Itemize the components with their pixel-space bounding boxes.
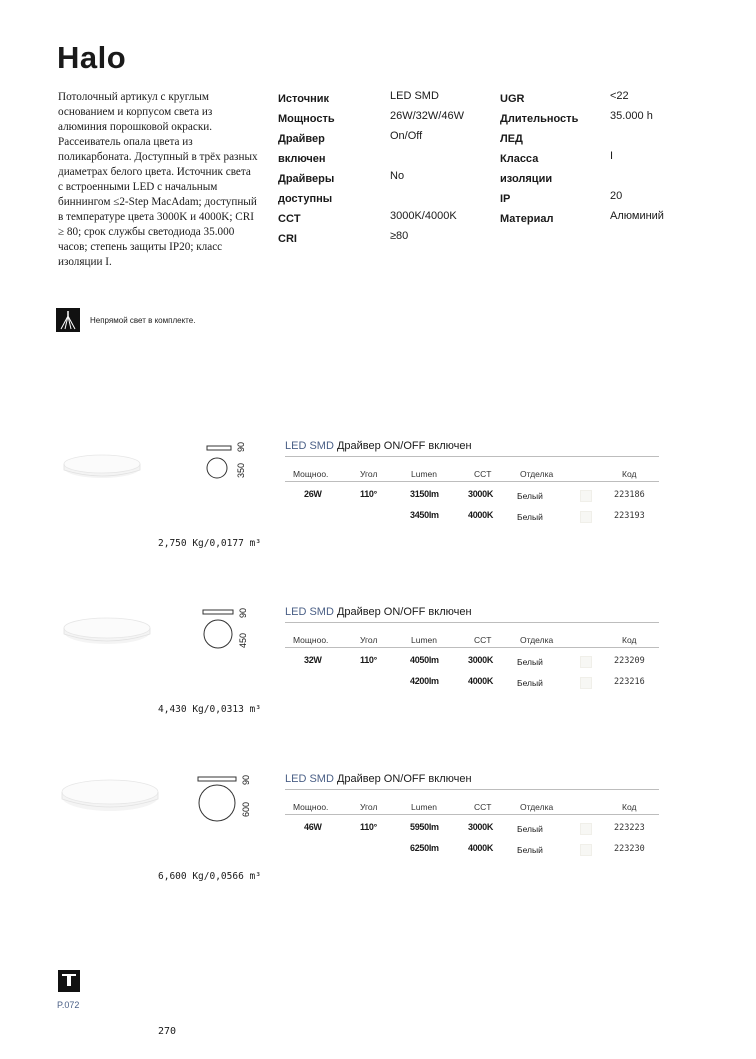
cell-power: 32W <box>304 655 322 665</box>
cell-code: 223193 <box>614 511 645 521</box>
product-photo <box>62 452 142 487</box>
spec-label: IP <box>500 193 511 205</box>
cell-cct: 4000K <box>468 676 494 686</box>
dimension-height: 90 <box>236 441 246 452</box>
spec-label: Класса <box>500 153 539 165</box>
spec-label: CCT <box>278 213 301 225</box>
spec-label: CRI <box>278 233 297 245</box>
spec-value: <22 <box>610 90 629 102</box>
spec-value: No <box>390 170 405 182</box>
spec-label: доступны <box>278 193 333 205</box>
divider <box>285 647 659 648</box>
cell-lumen: 5950lm <box>410 822 439 832</box>
product-photo <box>62 614 152 653</box>
cell-code: 223216 <box>614 677 645 687</box>
col-power: Мощноо. <box>293 469 329 479</box>
col-angle: Угол <box>360 635 378 645</box>
spec-value: ≥80 <box>390 230 409 242</box>
spec-value: On/Off <box>390 130 423 142</box>
spec-value: 3000K/4000K <box>390 210 457 222</box>
weight-volume: 6,600 Kg/0,0566 m³ <box>158 871 261 882</box>
driver-info: Драйвер ON/OFF включен <box>336 606 472 618</box>
divider <box>285 814 659 815</box>
finish-swatch <box>580 656 592 668</box>
cell-cct: 3000K <box>468 822 494 832</box>
dimension-height: 90 <box>238 607 248 618</box>
ceiling-mount-icon <box>58 970 80 992</box>
cell-angle: 110° <box>360 655 377 665</box>
cell-lumen: 4200lm <box>410 676 439 686</box>
spec-value: LED SMD <box>390 90 439 102</box>
spec-label: Драйверы <box>278 173 335 185</box>
cell-lumen: 4050lm <box>410 655 439 665</box>
specs-left <box>278 90 488 250</box>
product-description: Потолочный артикул с круглым основанием и корпусом света из алюминия порошковой окраски. Рассеиватель опала цвета из поликарбоната. Доступный в трёх разных диаметрах белого цвета. Источник света с встроенными LED с начальным биннингом ≤2-Step MacAdam; доступный в температуре цвета 3000K и 4000K; CRI ≥ 80; срок службы светодиода 35.000 часов; степень защиты IP20; класс изоляции I. <box>58 91 258 268</box>
cell-lumen: 3150lm <box>410 489 439 499</box>
cell-lumen: 6250lm <box>410 843 439 853</box>
spec-label: Источник <box>278 93 330 105</box>
led-type: LED SMD <box>285 773 334 785</box>
col-lumen: Lumen <box>411 802 437 812</box>
driver-info: Драйвер ON/OFF включен <box>336 773 472 785</box>
product-block <box>0 763 756 883</box>
top-view-drawing <box>205 456 229 485</box>
specs-right <box>500 90 690 230</box>
dimension-diameter: 350 <box>236 462 246 478</box>
col-angle: Угол <box>360 469 378 479</box>
spec-label: Драйвер <box>278 133 325 145</box>
finish-swatch <box>580 844 592 856</box>
col-power: Мощноо. <box>293 802 329 812</box>
cell-code: 223223 <box>614 823 645 833</box>
dimension-diameter: 450 <box>238 632 248 648</box>
cell-code: 223209 <box>614 656 645 666</box>
col-finish: Отделка <box>520 802 554 812</box>
spec-value: 35.000 h <box>610 110 653 122</box>
spec-label: Мощность <box>278 113 335 125</box>
finish-swatch <box>580 823 592 835</box>
spec-label: изоляции <box>500 173 553 185</box>
col-angle: Угол <box>360 802 378 812</box>
finish-swatch <box>580 490 592 502</box>
cell-cct: 4000K <box>468 510 494 520</box>
top-view-drawing <box>197 783 237 828</box>
cell-power: 46W <box>304 822 322 832</box>
product-header <box>285 773 472 785</box>
cell-finish: Белый <box>517 657 543 667</box>
product-header <box>285 606 472 618</box>
col-finish: Отделка <box>520 635 554 645</box>
cell-finish: Белый <box>517 491 543 501</box>
col-cct: CCT <box>474 635 492 645</box>
col-cct: CCT <box>474 802 492 812</box>
col-code: Код <box>622 469 637 479</box>
page-title: Halo <box>57 40 127 75</box>
led-type: LED SMD <box>285 606 334 618</box>
col-lumen: Lumen <box>411 469 437 479</box>
col-lumen: Lumen <box>411 635 437 645</box>
weight-volume: 2,750 Kg/0,0177 m³ <box>158 538 261 549</box>
spec-value: 26W/32W/46W <box>390 110 464 122</box>
cell-finish: Белый <box>517 845 543 855</box>
product-block <box>0 430 756 550</box>
divider <box>285 456 659 457</box>
spec-value: I <box>610 150 614 162</box>
divider <box>285 481 659 482</box>
col-code: Код <box>622 802 637 812</box>
cell-lumen: 3450lm <box>410 510 439 520</box>
finish-swatch <box>580 511 592 523</box>
product-photo <box>60 775 160 820</box>
led-type: LED SMD <box>285 440 334 452</box>
page-number: 270 <box>158 1026 177 1037</box>
cell-code: 223186 <box>614 490 645 500</box>
spec-value: Алюминий <box>610 210 664 222</box>
product-header <box>285 440 472 452</box>
cell-code: 223230 <box>614 844 645 854</box>
dimension-diameter: 600 <box>241 801 251 817</box>
indirect-light-note: Непрямой свет в комплекте. <box>90 316 196 325</box>
cell-cct: 3000K <box>468 489 494 499</box>
spec-label: Материал <box>500 213 554 225</box>
product-block <box>0 596 756 716</box>
top-view-drawing <box>202 618 234 655</box>
cell-finish: Белый <box>517 824 543 834</box>
finish-swatch <box>580 677 592 689</box>
divider <box>285 622 659 623</box>
cell-finish: Белый <box>517 678 543 688</box>
divider <box>285 789 659 790</box>
driver-info: Драйвер ON/OFF включен <box>336 440 472 452</box>
col-cct: CCT <box>474 469 492 479</box>
col-finish: Отделка <box>520 469 554 479</box>
cell-angle: 110° <box>360 489 377 499</box>
indirect-light-icon <box>56 308 80 332</box>
cell-power: 26W <box>304 489 322 499</box>
weight-volume: 4,430 Kg/0,0313 m³ <box>158 704 261 715</box>
spec-value: 20 <box>610 190 623 202</box>
page-reference: P.072 <box>57 1000 80 1010</box>
cell-cct: 3000K <box>468 655 494 665</box>
spec-label: ЛЕД <box>500 133 523 145</box>
spec-label: Длительность <box>500 113 579 125</box>
cell-angle: 110° <box>360 822 377 832</box>
col-power: Мощноо. <box>293 635 329 645</box>
spec-label: включен <box>278 153 326 165</box>
dimension-height: 90 <box>241 774 251 785</box>
cell-cct: 4000K <box>468 843 494 853</box>
spec-label: UGR <box>500 93 525 105</box>
col-code: Код <box>622 635 637 645</box>
cell-finish: Белый <box>517 512 543 522</box>
